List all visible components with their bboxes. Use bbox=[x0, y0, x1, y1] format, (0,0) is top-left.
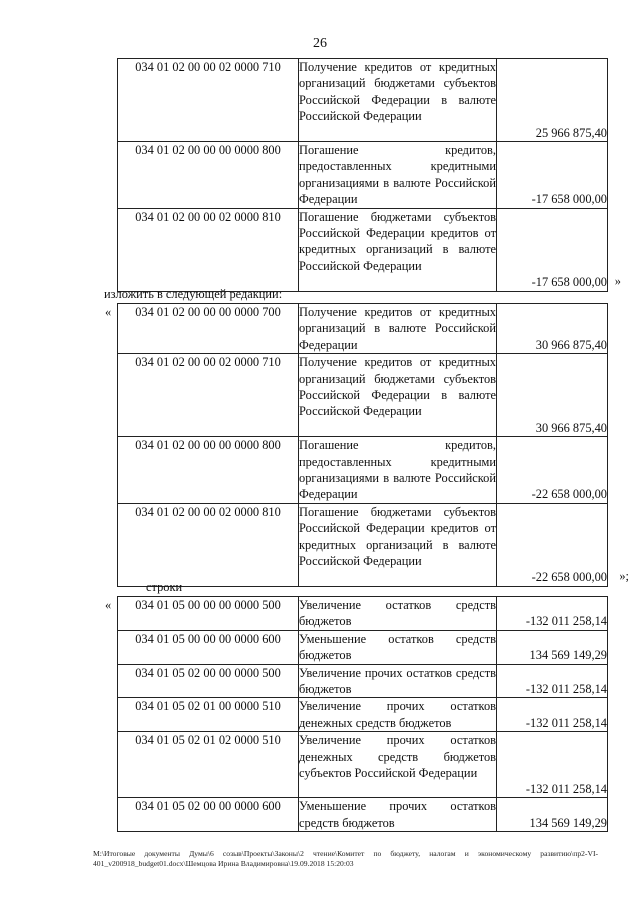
table-row bbox=[118, 597, 608, 631]
budget-amount: -132 011 258,14 bbox=[497, 698, 608, 732]
opening-quote: « bbox=[105, 305, 112, 319]
budget-code: 034 01 02 00 00 02 0000 710 bbox=[118, 59, 299, 142]
table-row bbox=[118, 59, 608, 142]
budget-item-name: Увеличение прочих остатков денежных средств бюджетов bbox=[299, 699, 496, 730]
budget-code: 034 01 05 00 00 00 0000 500 bbox=[118, 597, 299, 631]
closing-quote: » bbox=[614, 274, 621, 289]
table-row bbox=[118, 437, 608, 504]
budget-amount: -132 011 258,14 bbox=[497, 597, 608, 631]
table-row bbox=[118, 664, 608, 698]
budget-amount: -22 658 000,00 bbox=[497, 437, 608, 504]
table-row bbox=[118, 732, 608, 798]
budget-item-name: Уменьшение остатков средств бюджетов bbox=[299, 631, 496, 663]
rows-heading: строки bbox=[146, 580, 183, 594]
budget-item-name: Уменьшение прочих остатков средств бюджетов bbox=[299, 799, 496, 830]
budget-amount: 134 569 149,29 bbox=[497, 798, 608, 832]
budget-amount: 25 966 875,40 bbox=[497, 59, 608, 142]
budget-amount: -17 658 000,00 bbox=[497, 142, 608, 209]
budget-item-name: Погашение бюджетами субъектов Российской Федерации кредитов от кредитных организаций в валюте Российской Федерации bbox=[299, 208, 497, 291]
budget-amount: 30 966 875,40 bbox=[497, 354, 608, 437]
budget-amount-cell bbox=[497, 208, 621, 291]
table-row bbox=[118, 798, 608, 832]
budget-amount-cell bbox=[497, 503, 629, 586]
table-row bbox=[118, 142, 608, 209]
document-path-footer: M:\Итоговые документы Думы\6 созыв\Проекты\Законы\2 чтение\Комитет по бюджету, налогам и экономическому развитию\пр2-VI-401_v200918_budget01.docx\Шемцова Ирина Владимировна\19.09.2018 15:20:03 bbox=[93, 849, 598, 868]
budget-table-previous bbox=[117, 58, 621, 292]
table-row bbox=[118, 503, 608, 586]
budget-code: 034 01 05 02 01 00 0000 510 bbox=[118, 698, 299, 732]
budget-item-name: Погашение кредитов, предоставленных кредитными организациями в валюте Российской Федерации bbox=[299, 143, 496, 207]
budget-table-balances bbox=[117, 596, 608, 832]
page-number: 26 bbox=[313, 36, 327, 51]
budget-code: 034 01 02 00 00 02 0000 810 bbox=[118, 208, 299, 291]
budget-code: 034 01 05 02 00 00 0000 500 bbox=[118, 664, 299, 698]
budget-amount: 134 569 149,29 bbox=[497, 630, 608, 664]
edit-instruction: изложить в следующей редакции: bbox=[104, 287, 283, 301]
budget-code: 034 01 05 00 00 00 0000 600 bbox=[118, 630, 299, 664]
budget-item-name: Погашение бюджетами субъектов Российской Федерации кредитов от кредитных организаций в валюте Российской Федерации bbox=[299, 503, 497, 586]
closing-quote: »; bbox=[619, 569, 629, 584]
budget-item-name: Увеличение прочих остатков денежных средств бюджетов субъектов Российской Федерации bbox=[299, 732, 497, 798]
budget-amount: -132 011 258,14 bbox=[497, 664, 608, 698]
budget-amount: -17 658 000,00 bbox=[531, 275, 607, 290]
budget-code: 034 01 02 00 00 02 0000 710 bbox=[118, 354, 299, 437]
budget-item-name: Получение кредитов от кредитных организаций бюджетами субъектов Российской Федерации в валюте Российской Федерации bbox=[299, 59, 497, 142]
table-row bbox=[118, 208, 608, 291]
budget-item-name: Получение кредитов от кредитных организаций в валюте Российской Федерации bbox=[299, 305, 496, 352]
budget-amount: -132 011 258,14 bbox=[497, 732, 608, 798]
budget-item-name: Получение кредитов от кредитных организаций бюджетами субъектов Российской Федерации в валюте Российской Федерации bbox=[299, 354, 497, 437]
budget-item-name: Погашение кредитов, предоставленных кредитными организациями в валюте Российской Федерации bbox=[299, 438, 496, 502]
table-row bbox=[118, 304, 608, 354]
budget-code: 034 01 02 00 00 00 0000 700 bbox=[118, 304, 299, 354]
budget-amount: -22 658 000,00 bbox=[531, 570, 607, 585]
table-row bbox=[118, 354, 608, 437]
table-row bbox=[118, 630, 608, 664]
table-row bbox=[118, 698, 608, 732]
budget-table-new bbox=[117, 303, 629, 587]
budget-item-name: Увеличение остатков средств бюджетов bbox=[299, 598, 496, 629]
opening-quote: « bbox=[105, 598, 112, 612]
budget-amount: 30 966 875,40 bbox=[497, 304, 608, 354]
budget-code: 034 01 05 02 01 02 0000 510 bbox=[118, 732, 299, 798]
budget-code: 034 01 05 02 00 00 0000 600 bbox=[118, 798, 299, 832]
budget-code: 034 01 02 00 00 00 0000 800 bbox=[118, 142, 299, 209]
budget-item-name: Увеличение прочих остатков средств бюджетов bbox=[299, 665, 496, 697]
budget-code: 034 01 02 00 00 00 0000 800 bbox=[118, 437, 299, 504]
budget-code: 034 01 02 00 00 02 0000 810 bbox=[118, 503, 299, 586]
